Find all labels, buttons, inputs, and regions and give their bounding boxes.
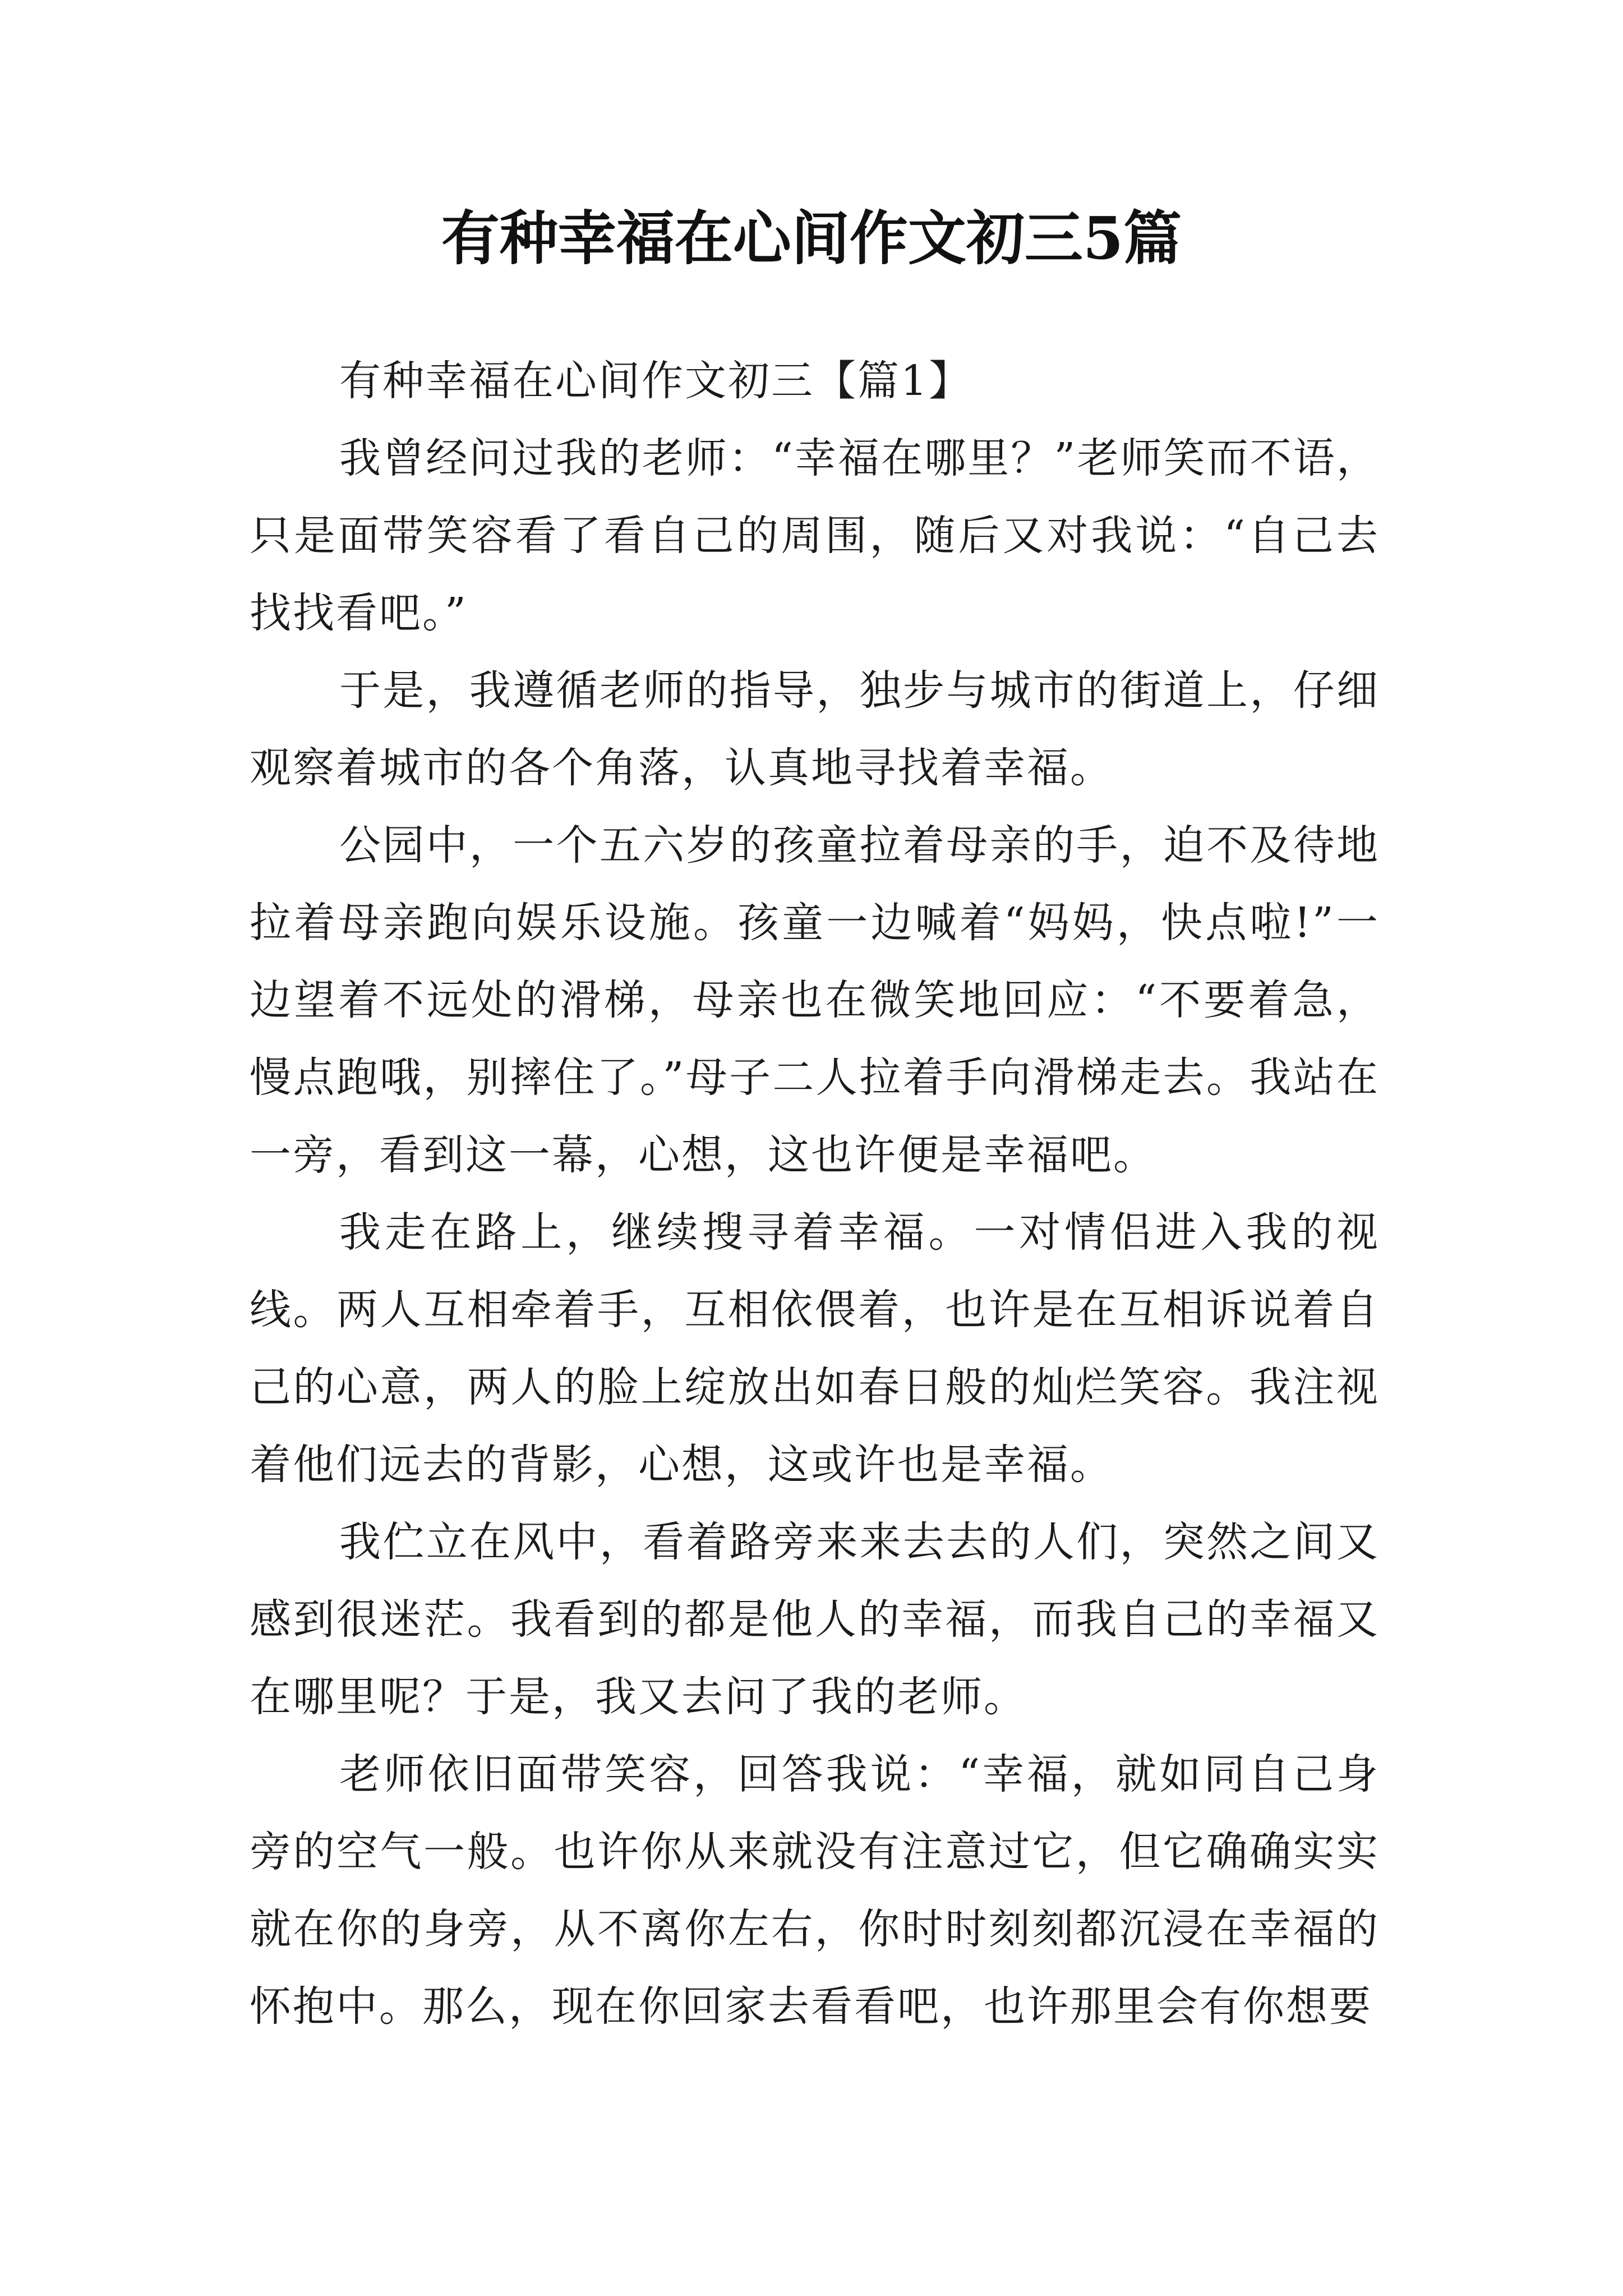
paragraph: 于是，我遵循老师的指导，独步与城市的街道上，仔细观察着城市的各个角落，认真地寻找着幸福。 <box>250 666 1380 792</box>
paragraph: 老师依旧面带笑容，回答我说：“幸福，就如同自己身旁的空气一般。也许你从来就没有注意过它，但它确确实实就在你的身旁，从不离你左右，你时时刻刻都沉浸在幸福的怀抱中。那么，现在你回家去看看吧，也许那里会有你想要 <box>250 1750 1380 2031</box>
document-title: 有种幸福在心间作文初三5篇 <box>441 204 1182 273</box>
paragraph: 我走在路上，继续搜寻着幸福。一对情侣进入我的视线。两人互相牵着手，互相依偎着，也许是在互相诉说着自己的心意，两人的脸上绽放出如春日般的灿烂笑容。我注视着他们远去的背影，心想，这或许也是幸福。 <box>250 1208 1380 1489</box>
paragraph: 我曾经问过我的老师：“幸福在哪里？”老师笑而不语，只是面带笑容看了看自己的周围，随后又对我说：“自己去找找看吧。” <box>250 434 1380 637</box>
paragraph: 公园中，一个五六岁的孩童拉着母亲的手，迫不及待地拉着母亲跑向娱乐设施。孩童一边喊着“妈妈，快点啦!”一边望着不远处的滑梯，母亲也在微笑地回应：“不要着急，慢点跑哦，别摔住了。”母子二人拉着手向滑梯走去。我站在一旁，看到这一幕，心想，这也许便是幸福吧。 <box>250 821 1380 1179</box>
document-body <box>250 342 1380 2045</box>
paragraph-section-heading: 有种幸福在心间作文初三【篇1】 <box>339 357 972 405</box>
paragraph: 我伫立在风中，看着路旁来来去去的人们，突然之间又感到很迷茫。我看到的都是他人的幸福，而我自己的幸福又在哪里呢？于是，我又去问了我的老师。 <box>250 1518 1380 1721</box>
